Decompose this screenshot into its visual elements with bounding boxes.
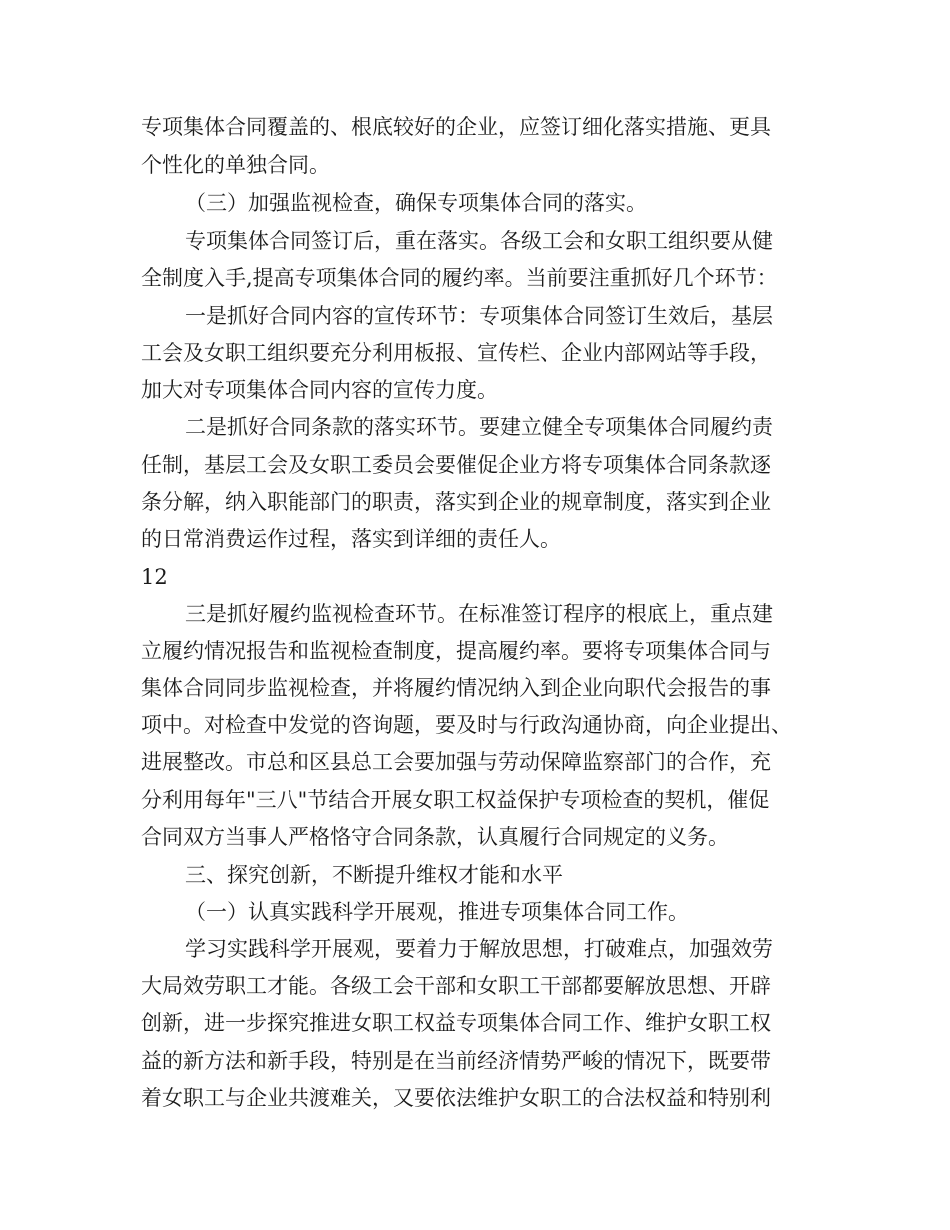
body-text-line: 立履约情况报告和监视检查制度，提高履约率。要将专项集体合同与 xyxy=(141,639,771,663)
body-text-line: 进展整改。市总和区县总工会要加强与劳动保障监察部门的合作，充 xyxy=(141,750,771,774)
section-subheading: （一）认真实践科学开展观，推进专项集体合同工作。 xyxy=(185,900,689,924)
body-text-line: 大局效劳职工才能。各级工会干部和女职工干部都要解放思想、开辟 xyxy=(141,974,771,998)
body-text-line: 加大对专项集体合同内容的宣传力度。 xyxy=(141,378,498,402)
body-text-line: 个性化的单独合同。 xyxy=(141,153,330,177)
body-text-line: 着女职工与企业共渡难关，又要依法维护女职工的合法权益和特别利 xyxy=(141,1086,771,1110)
section-subheading: （三）加强监视检查，确保专项集体合同的落实。 xyxy=(185,191,647,215)
section-heading: 三、探究创新，不断提升维权才能和水平 xyxy=(185,863,563,887)
body-text-line: 三是抓好履约监视检查环节。在标准签订程序的根底上，重点建 xyxy=(185,602,773,626)
body-text-line: 专项集体合同签订后，重在落实。各级工会和女职工组织要从健 xyxy=(185,229,773,253)
body-text-line: 二是抓好合同条款的落实环节。要建立健全专项集体合同履约责 xyxy=(185,415,773,439)
body-text-line: 集体合同同步监视检查，并将履约情况纳入到企业向职代会报告的事 xyxy=(141,676,771,700)
body-text-line: 的日常消费运作过程，落实到详细的责任人。 xyxy=(141,527,561,551)
body-text-line: 条分解，纳入职能部门的职责，落实到企业的规章制度，落实到企业 xyxy=(141,490,771,514)
page-number: 12 xyxy=(141,565,168,589)
body-text-line: 工会及女职工组织要充分利用板报、宣传栏、企业内部网站等手段， xyxy=(141,341,771,365)
body-text-line: 任制，基层工会及女职工委员会要催促企业方将专项集体合同条款逐 xyxy=(141,453,771,477)
body-text-line: 专项集体合同覆盖的、根底较好的企业，应签订细化落实措施、更具 xyxy=(141,115,771,139)
body-text-line: 项中。对检查中发觉的咨询题，要及时与行政沟通协商，向企业提出、 xyxy=(141,713,792,737)
body-text-line: 分利用每年"三八"节结合开展女职工权益保护专项检查的契机，催促 xyxy=(141,788,770,812)
body-text-line: 全制度入手,提高专项集体合同的履约率。当前要注重抓好几个环节： xyxy=(141,266,778,290)
body-text-line: 合同双方当事人严格恪守合同条款，认真履行合同规定的义务。 xyxy=(141,825,729,849)
body-text-line: 创新，进一步探究推进女职工权益专项集体合同工作、维护女职工权 xyxy=(141,1011,771,1035)
body-text-line: 益的新方法和新手段，特别是在当前经济情势严峻的情况下，既要带 xyxy=(141,1049,771,1073)
body-text-line: 学习实践科学开展观，要着力于解放思想，打破难点，加强效劳 xyxy=(185,937,773,961)
body-text-line: 一是抓好合同内容的宣传环节：专项集体合同签订生效后，基层 xyxy=(185,304,773,328)
